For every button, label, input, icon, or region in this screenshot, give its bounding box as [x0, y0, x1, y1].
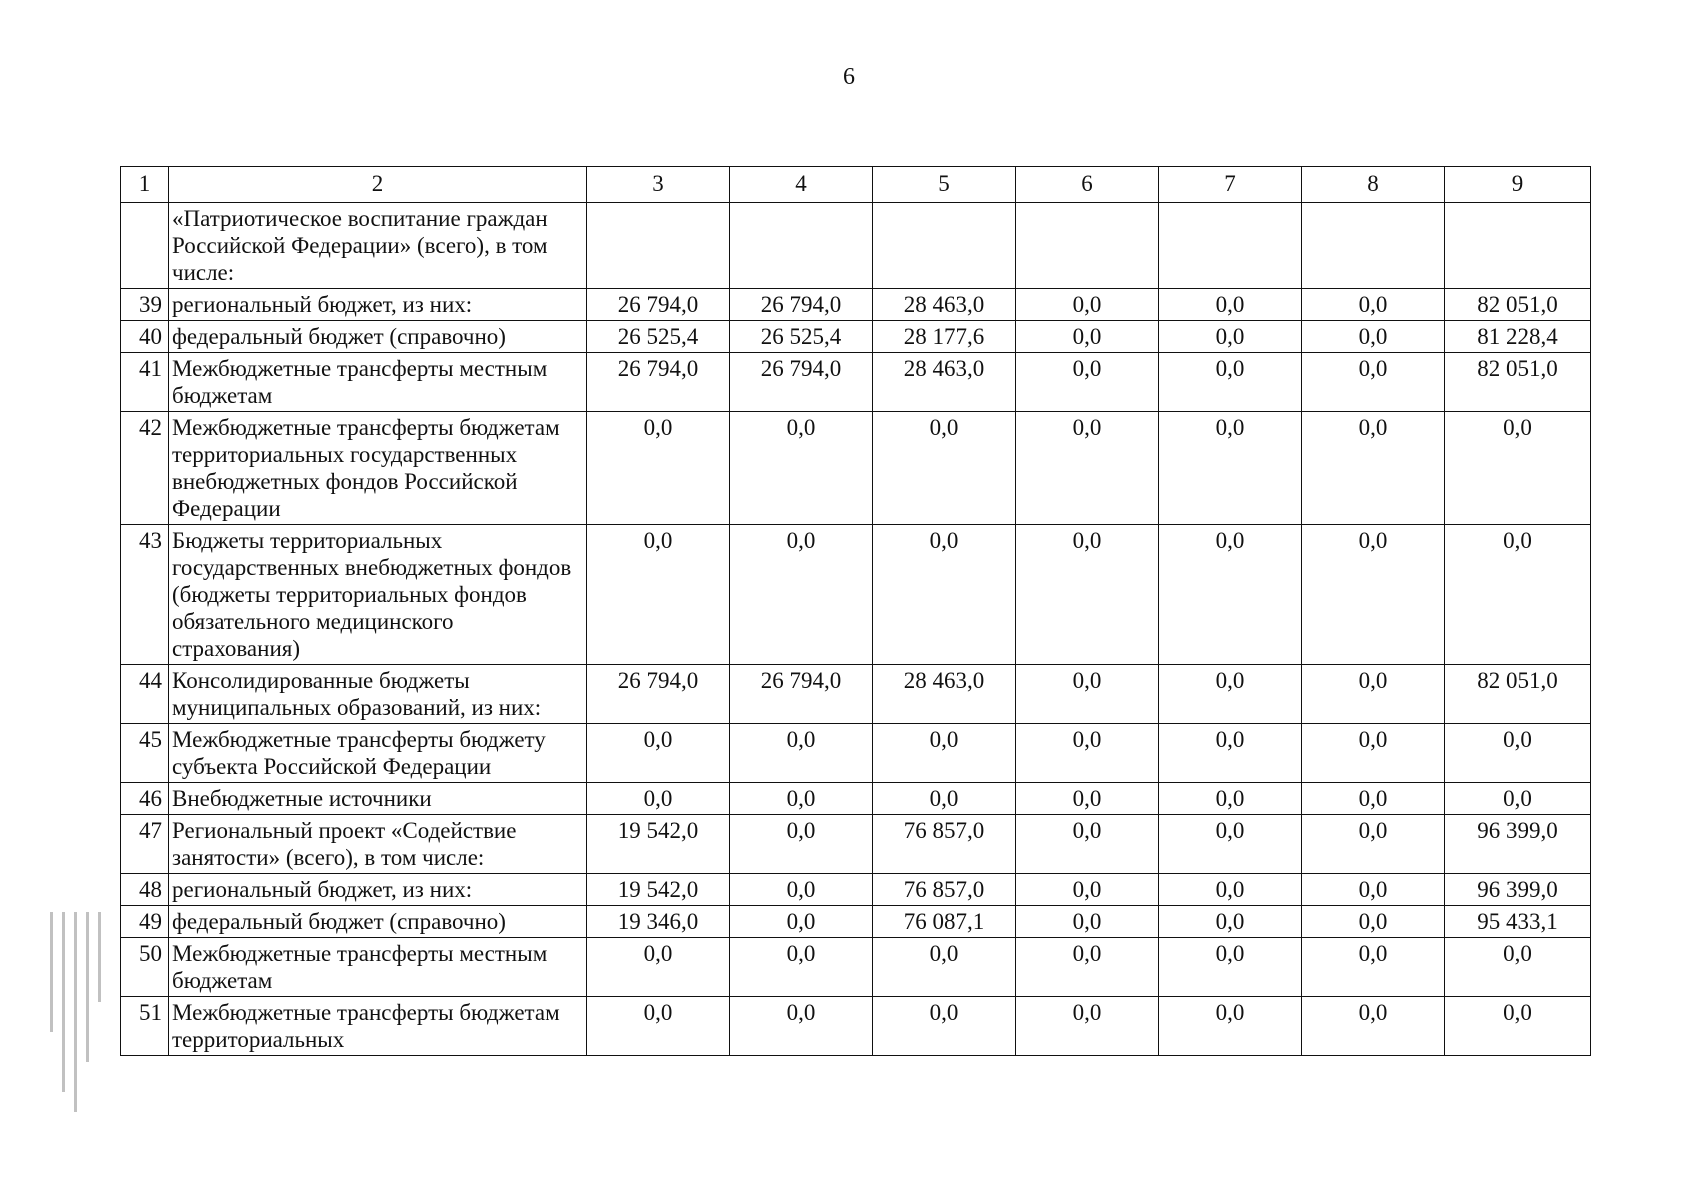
value-cell: 28 463,0: [873, 289, 1016, 321]
value-cell: 82 051,0: [1445, 289, 1591, 321]
value-cell: 82 051,0: [1445, 665, 1591, 724]
value-cell: 28 177,6: [873, 321, 1016, 353]
column-header: 8: [1302, 167, 1445, 203]
value-cell: [1159, 203, 1302, 289]
row-number: 46: [121, 783, 169, 815]
page-number: 6: [843, 64, 855, 90]
value-cell: 28 463,0: [873, 353, 1016, 412]
value-cell: 76 087,1: [873, 906, 1016, 938]
column-header: 4: [730, 167, 873, 203]
value-cell: 26 794,0: [587, 289, 730, 321]
value-cell: 0,0: [1302, 906, 1445, 938]
table-row: [121, 874, 1591, 906]
value-cell: 0,0: [730, 938, 873, 997]
table-row: [121, 203, 1591, 289]
value-cell: [730, 203, 873, 289]
value-cell: [1016, 203, 1159, 289]
value-cell: 0,0: [1159, 665, 1302, 724]
row-label: «Патриотическое воспитание граждан Российской Федерации» (всего), в том числе:: [169, 203, 587, 289]
value-cell: 95 433,1: [1445, 906, 1591, 938]
table-row: [121, 815, 1591, 874]
value-cell: 0,0: [873, 938, 1016, 997]
value-cell: 0,0: [873, 525, 1016, 665]
table-row: [121, 938, 1591, 997]
column-header: 5: [873, 167, 1016, 203]
row-number: [121, 203, 169, 289]
value-cell: 26 794,0: [587, 353, 730, 412]
row-label: Межбюджетные трансферты местным бюджетам: [169, 938, 587, 997]
value-cell: 0,0: [1159, 412, 1302, 525]
value-cell: 0,0: [1016, 938, 1159, 997]
value-cell: [873, 203, 1016, 289]
column-header: 9: [1445, 167, 1591, 203]
row-number: 50: [121, 938, 169, 997]
value-cell: 19 542,0: [587, 815, 730, 874]
value-cell: 0,0: [1016, 815, 1159, 874]
value-cell: 0,0: [1159, 724, 1302, 783]
table-row: [121, 665, 1591, 724]
value-cell: 96 399,0: [1445, 874, 1591, 906]
value-cell: 0,0: [1445, 724, 1591, 783]
value-cell: 0,0: [587, 938, 730, 997]
value-cell: 0,0: [873, 997, 1016, 1056]
value-cell: 0,0: [730, 874, 873, 906]
row-number: 47: [121, 815, 169, 874]
value-cell: 76 857,0: [873, 874, 1016, 906]
value-cell: 19 346,0: [587, 906, 730, 938]
row-label: Межбюджетные трансферты бюджету субъекта Российской Федерации: [169, 724, 587, 783]
value-cell: 0,0: [1159, 353, 1302, 412]
value-cell: 76 857,0: [873, 815, 1016, 874]
side-stamp-mark: [44, 912, 102, 1126]
value-cell: 0,0: [1159, 525, 1302, 665]
row-label: Региональный проект «Содействие занятости» (всего), в том числе:: [169, 815, 587, 874]
value-cell: 0,0: [1159, 874, 1302, 906]
value-cell: 0,0: [1302, 289, 1445, 321]
column-header: 3: [587, 167, 730, 203]
value-cell: 0,0: [1302, 353, 1445, 412]
value-cell: 0,0: [873, 724, 1016, 783]
value-cell: 26 794,0: [730, 665, 873, 724]
value-cell: 0,0: [730, 724, 873, 783]
row-label: Бюджеты территориальных государственных внебюджетных фондов (бюджеты территориальных фондов обязательного медицинского страхования): [169, 525, 587, 665]
value-cell: 0,0: [730, 525, 873, 665]
value-cell: 0,0: [1445, 525, 1591, 665]
table-row: [121, 525, 1591, 665]
row-label: Межбюджетные трансферты бюджетам территориальных государственных внебюджетных фондов Российской Федерации: [169, 412, 587, 525]
row-label: федеральный бюджет (справочно): [169, 906, 587, 938]
value-cell: 0,0: [1016, 321, 1159, 353]
value-cell: 26 794,0: [587, 665, 730, 724]
column-header: 2: [169, 167, 587, 203]
value-cell: 0,0: [1445, 997, 1591, 1056]
table-row: [121, 321, 1591, 353]
table-row: [121, 997, 1591, 1056]
value-cell: 0,0: [873, 412, 1016, 525]
row-number: 43: [121, 525, 169, 665]
value-cell: 0,0: [1302, 874, 1445, 906]
value-cell: 0,0: [1016, 289, 1159, 321]
value-cell: 0,0: [1445, 412, 1591, 525]
value-cell: 0,0: [1016, 906, 1159, 938]
budget-table-container: [120, 166, 1590, 1056]
row-number: 51: [121, 997, 169, 1056]
value-cell: 0,0: [1159, 906, 1302, 938]
value-cell: 19 542,0: [587, 874, 730, 906]
row-number: 42: [121, 412, 169, 525]
row-label: Межбюджетные трансферты местным бюджетам: [169, 353, 587, 412]
value-cell: 0,0: [1302, 997, 1445, 1056]
value-cell: 0,0: [1016, 525, 1159, 665]
table-body: [121, 203, 1591, 1056]
value-cell: 0,0: [1302, 724, 1445, 783]
value-cell: 0,0: [730, 997, 873, 1056]
table-row: [121, 783, 1591, 815]
table-row: [121, 906, 1591, 938]
budget-table: [120, 166, 1591, 1056]
value-cell: 0,0: [1302, 525, 1445, 665]
value-cell: 0,0: [1159, 321, 1302, 353]
value-cell: 0,0: [1445, 783, 1591, 815]
value-cell: 0,0: [1016, 353, 1159, 412]
row-number: 48: [121, 874, 169, 906]
row-label: региональный бюджет, из них:: [169, 874, 587, 906]
column-header: 7: [1159, 167, 1302, 203]
value-cell: 0,0: [1016, 665, 1159, 724]
value-cell: 28 463,0: [873, 665, 1016, 724]
value-cell: [587, 203, 730, 289]
value-cell: 26 525,4: [587, 321, 730, 353]
value-cell: [1445, 203, 1591, 289]
value-cell: 0,0: [1159, 783, 1302, 815]
value-cell: 0,0: [1302, 321, 1445, 353]
row-label: региональный бюджет, из них:: [169, 289, 587, 321]
column-header: 6: [1016, 167, 1159, 203]
value-cell: 0,0: [1445, 938, 1591, 997]
column-header: 1: [121, 167, 169, 203]
value-cell: 0,0: [587, 525, 730, 665]
value-cell: 0,0: [1016, 724, 1159, 783]
row-number: 49: [121, 906, 169, 938]
value-cell: 0,0: [1016, 874, 1159, 906]
value-cell: 0,0: [873, 783, 1016, 815]
value-cell: 0,0: [1302, 412, 1445, 525]
value-cell: 0,0: [730, 906, 873, 938]
value-cell: 0,0: [1302, 665, 1445, 724]
table-row: [121, 353, 1591, 412]
value-cell: 0,0: [587, 783, 730, 815]
header-row: [121, 167, 1591, 203]
value-cell: 0,0: [587, 412, 730, 525]
row-number: 40: [121, 321, 169, 353]
row-number: 44: [121, 665, 169, 724]
value-cell: 26 794,0: [730, 289, 873, 321]
row-label: Консолидированные бюджеты муниципальных образований, из них:: [169, 665, 587, 724]
value-cell: 0,0: [1016, 412, 1159, 525]
value-cell: 96 399,0: [1445, 815, 1591, 874]
value-cell: 81 228,4: [1445, 321, 1591, 353]
row-label: Межбюджетные трансферты бюджетам территориальных: [169, 997, 587, 1056]
table-row: [121, 289, 1591, 321]
value-cell: 0,0: [1159, 815, 1302, 874]
value-cell: 0,0: [587, 997, 730, 1056]
value-cell: 0,0: [1302, 783, 1445, 815]
row-label: федеральный бюджет (справочно): [169, 321, 587, 353]
value-cell: 0,0: [730, 783, 873, 815]
value-cell: 0,0: [730, 815, 873, 874]
value-cell: [1302, 203, 1445, 289]
row-number: 41: [121, 353, 169, 412]
row-number: 39: [121, 289, 169, 321]
value-cell: 0,0: [1159, 997, 1302, 1056]
table-row: [121, 412, 1591, 525]
value-cell: 0,0: [1302, 815, 1445, 874]
value-cell: 26 525,4: [730, 321, 873, 353]
value-cell: 0,0: [1159, 289, 1302, 321]
value-cell: 0,0: [1016, 783, 1159, 815]
row-number: 45: [121, 724, 169, 783]
value-cell: 82 051,0: [1445, 353, 1591, 412]
value-cell: 0,0: [1159, 938, 1302, 997]
value-cell: 0,0: [1302, 938, 1445, 997]
value-cell: 26 794,0: [730, 353, 873, 412]
value-cell: 0,0: [1016, 997, 1159, 1056]
value-cell: 0,0: [730, 412, 873, 525]
table-row: [121, 724, 1591, 783]
value-cell: 0,0: [587, 724, 730, 783]
row-label: Внебюджетные источники: [169, 783, 587, 815]
